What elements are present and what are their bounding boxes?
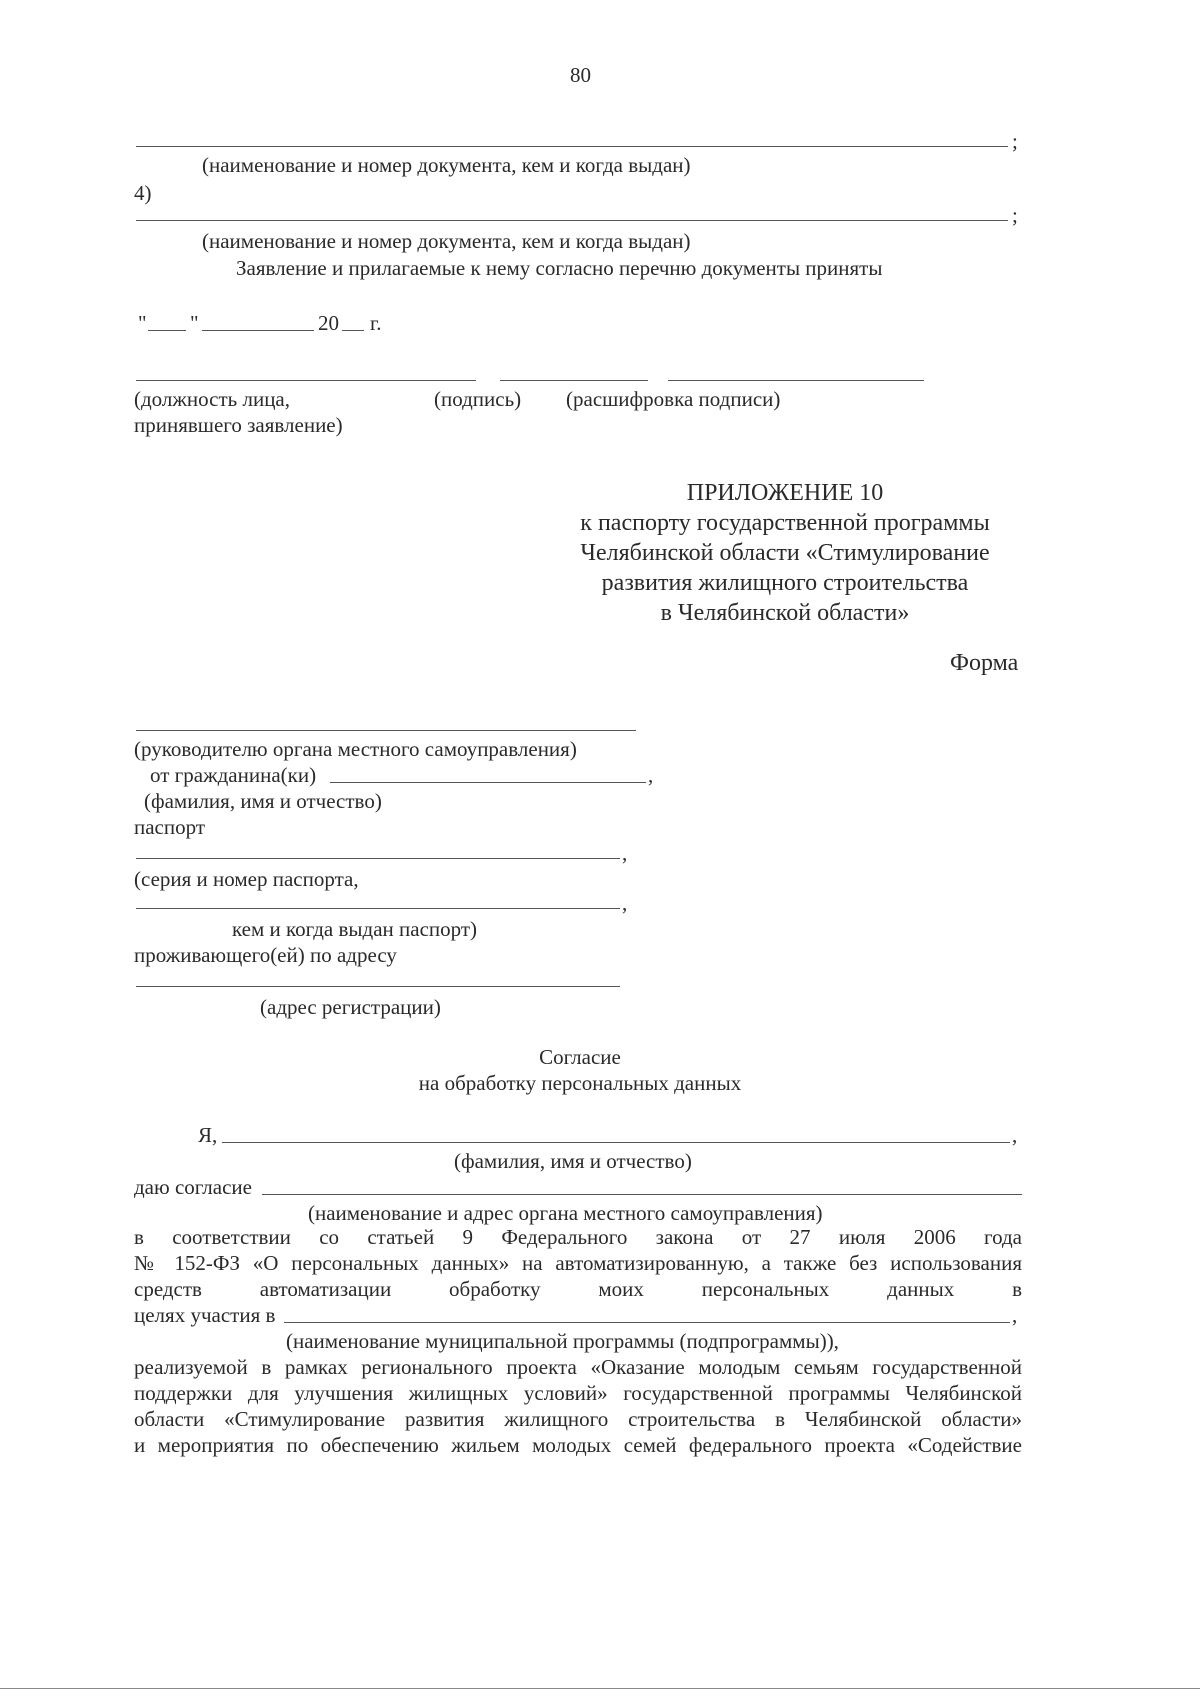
appendix-line-1: к паспорту государственной программы [580,510,990,536]
paragraph-line-6: поддержки для улучшения жилищных условий» государственной программы Челябинской [134,1381,1022,1405]
consent-subtitle: на обработку персональных данных [418,1071,742,1095]
address-caption: (адрес регистрации) [260,995,441,1019]
semicolon: ; [1012,129,1018,153]
appendix-line-2: Челябинской области «Стимулирование [580,540,990,566]
doc-caption-1: (наименование и номер документа, кем и когда выдан) [202,153,691,177]
signature-line [500,380,648,381]
paragraph-line-2: № 152-ФЗ «О персональных данных» на автоматизированную, а также без использования [134,1251,1022,1275]
doc-caption-2: (наименование и номер документа, кем и когда выдан) [202,229,691,253]
appendix-line-3: развития жилищного строительства [601,570,969,596]
program-caption: (наименование муниципальной программы (подпрограммы)), [286,1329,839,1353]
consent-title: Согласие [539,1045,621,1069]
appendix-line-4: в Челябинской области» [660,600,910,626]
scan-bottom-edge [0,1688,1200,1689]
paragraph-line-7: области «Стимулирование развития жилищного строительства в Челябинской области» [134,1407,1022,1431]
paragraph-line-5: реализуемой в рамках регионального проекта «Оказание молодым семьям государственной [134,1355,1022,1379]
form-label: Форма [950,650,1019,676]
position-caption-2: принявшего заявление) [134,413,343,437]
program-comma: , [1012,1303,1018,1327]
position-line [136,380,476,381]
date-quote-open: " [138,311,147,335]
date-day-line [148,330,186,331]
decode-caption: (расшифровка подписи) [566,387,781,411]
semicolon: ; [1012,203,1018,227]
citizen-line [330,782,646,783]
fio-caption: (фамилия, имя и отчество) [144,789,382,813]
address-line [136,986,620,987]
doc-line-1 [136,146,1008,147]
fio-comma: , [1012,1123,1018,1147]
passport-line-1 [136,858,620,859]
head-line [136,730,636,731]
consent-fio-caption: (фамилия, имя и отчество) [454,1149,692,1173]
give-consent-label: даю согласие [134,1175,252,1199]
passport-line-2 [136,908,620,909]
item-number-4: 4) [134,181,152,205]
accepted-text: Заявление и прилагаемые к нему согласно перечню документы приняты [236,256,883,280]
paragraph-line-3: средств автоматизации обработку моих персональных данных в [134,1277,1022,1301]
passport-caption-1: (серия и номер паспорта, [134,867,359,891]
date-year-line [342,330,364,331]
passport-comma-1: , [622,841,628,865]
passport-comma-2: , [622,891,628,915]
appendix-title: ПРИЛОЖЕНИЕ 10 [686,480,884,506]
paragraph-line-8: и мероприятия по обеспечению жильем молодых семей федерального проекта «Содействие [134,1433,1022,1457]
paragraph-line-4: целях участия в [134,1303,276,1327]
fio-line [222,1142,1010,1143]
living-label: проживающего(ей) по адресу [134,943,397,967]
page-number: 80 [570,63,591,87]
date-year: 20 [318,311,339,335]
date-month-line [202,330,314,331]
passport-label: паспорт [134,815,206,839]
date-suffix: г. [370,311,382,335]
decode-line [668,380,924,381]
head-caption: (руководителю органа местного самоуправления) [134,737,577,761]
passport-caption-2: кем и когда выдан паспорт) [232,917,478,941]
position-caption: (должность лица, [134,387,291,411]
citizen-comma: , [648,763,654,787]
org-line [262,1194,1022,1195]
i-label: Я, [198,1123,218,1147]
program-line [284,1322,1010,1323]
from-citizen-label: от гражданина(ки) [150,763,317,787]
signature-caption: (подпись) [434,387,522,411]
paragraph-line-1: в соответствии со статьей 9 Федерального закона от 27 июля 2006 года [134,1225,1022,1249]
doc-line-2 [136,220,1008,221]
org-caption: (наименование и адрес органа местного самоуправления) [308,1201,823,1225]
date-quote-close: " [190,311,199,335]
